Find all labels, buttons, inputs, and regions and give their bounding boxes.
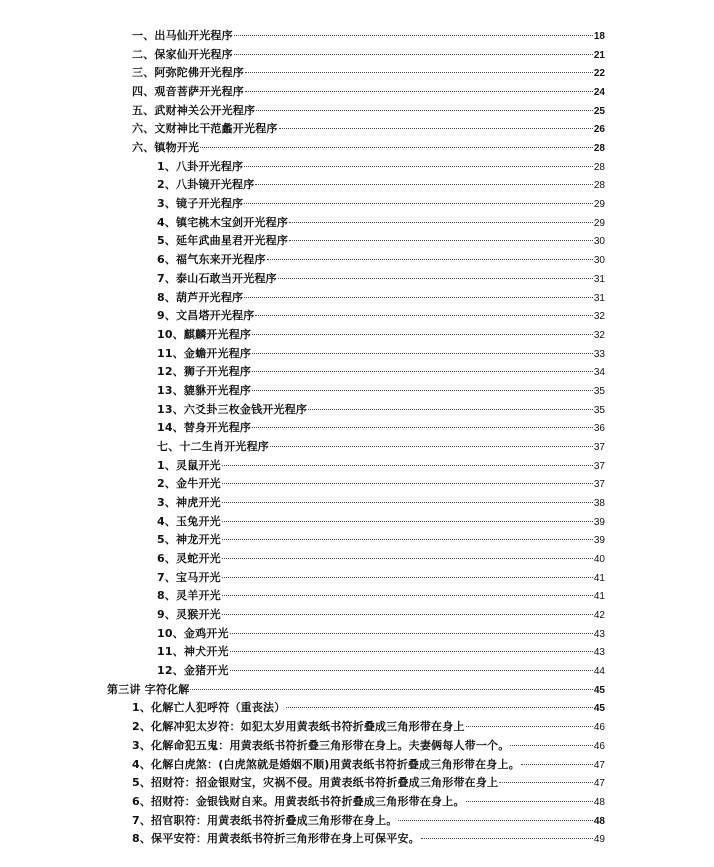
- toc-entry[interactable]: [132, 756, 605, 774]
- toc-entry-title: 6、灵蛇开光: [157, 552, 221, 566]
- dot-leader: [252, 352, 593, 354]
- dot-leader: [222, 538, 593, 540]
- dot-leader: [255, 183, 592, 185]
- toc-entry[interactable]: [132, 718, 605, 736]
- dot-leader: [252, 389, 593, 391]
- dot-leader: [421, 837, 593, 839]
- dot-leader: [289, 239, 593, 241]
- toc-entry-page-number: 38: [593, 498, 605, 509]
- toc-entry[interactable]: [157, 232, 605, 250]
- dot-leader: [270, 445, 593, 447]
- toc-entry-title: 10、金鸡开光: [157, 626, 229, 640]
- toc-entry[interactable]: [157, 643, 605, 661]
- toc-entry-page-number: 35: [593, 404, 605, 416]
- toc-entry-title: 3、镜子开光程序: [157, 197, 244, 211]
- toc-entry-title: 8、葫芦开光程序: [157, 290, 244, 304]
- toc-entry[interactable]: [157, 438, 605, 456]
- toc-entry-title: 七、十二生肖开光程序: [157, 439, 269, 453]
- toc-entry-page-number: 31: [593, 273, 605, 285]
- toc-entry-title: 11、神犬开光: [157, 645, 229, 659]
- toc-entry[interactable]: [157, 513, 605, 531]
- toc-entry-title: 第三讲 字符化解: [107, 682, 190, 696]
- toc-entry-page-number: 45: [593, 684, 605, 696]
- toc-entry[interactable]: [157, 662, 605, 680]
- toc-entry[interactable]: [132, 699, 605, 717]
- dot-leader: [398, 819, 592, 821]
- toc-entry[interactable]: [132, 139, 605, 157]
- toc-entry[interactable]: [157, 457, 605, 475]
- toc-entry-page-number: 42: [593, 610, 605, 622]
- dot-leader: [255, 314, 592, 316]
- toc-entry-title: 一、出马仙开光程序: [132, 29, 233, 42]
- toc-entry-page-number: 28: [593, 143, 605, 155]
- toc-entry-page-number: 41: [593, 591, 605, 603]
- dot-leader: [230, 669, 593, 671]
- toc-entry-page-number: 43: [593, 628, 605, 640]
- toc-entry-page-number: 22: [593, 68, 605, 80]
- toc-entry[interactable]: [157, 606, 605, 624]
- dot-leader: [234, 53, 593, 55]
- toc-entry[interactable]: [157, 270, 605, 288]
- toc-entry[interactable]: [132, 774, 605, 792]
- toc-entry[interactable]: [157, 214, 605, 232]
- toc-entry-page-number: 37: [593, 479, 605, 491]
- dot-leader: [267, 258, 593, 260]
- toc-entry[interactable]: [132, 812, 605, 830]
- toc-entry-title: 4、化解白虎煞：(白虎煞就是婚姻不顺)用黄表纸书符折叠成三角形带在身上。: [132, 757, 520, 771]
- toc-entry[interactable]: [157, 419, 605, 437]
- dot-leader: [245, 90, 593, 92]
- dot-leader: [200, 146, 593, 148]
- dot-leader: [222, 482, 593, 484]
- dot-leader: [222, 501, 593, 503]
- toc-entry-page-number: 46: [593, 740, 605, 752]
- toc-entry-title: 8、保平安符：用黄表纸书符折三角形带在身上可保平安。: [132, 832, 420, 846]
- toc-entry-page-number: 30: [593, 236, 605, 248]
- toc-entry[interactable]: [107, 681, 605, 699]
- dot-leader: [252, 426, 593, 428]
- toc-entry-title: 2、化解冲犯太岁符：如犯太岁用黄表纸书符折叠成三角形带在身上: [132, 720, 465, 734]
- toc-entry-title: 9、文昌塔开光程序: [157, 309, 255, 323]
- toc-entry-title: 六、文财神比干范蠡开光程序: [132, 122, 278, 136]
- toc-entry[interactable]: [157, 345, 605, 363]
- toc-entry-title: 五、武财神关公开光程序: [132, 103, 256, 117]
- toc-entry-title: 11、金蟾开光程序: [157, 346, 252, 360]
- toc-entry-page-number: 21: [593, 49, 605, 61]
- toc-entry-title: 6、招财符：金银钱财自来。用黄表纸书符折叠成三角形带在身上。: [132, 794, 465, 808]
- dot-leader: [256, 109, 593, 111]
- toc-entry-page-number: 47: [593, 759, 605, 771]
- toc-entry-page-number: 48: [593, 796, 605, 808]
- toc-entry-title: 六、镇物开光: [132, 141, 200, 155]
- dot-leader: [278, 277, 593, 279]
- toc-entry[interactable]: [132, 120, 605, 138]
- toc-entry[interactable]: [132, 793, 605, 811]
- dot-leader: [222, 557, 593, 559]
- toc-entry-page-number: 26: [593, 124, 605, 136]
- toc-entry-page-number: 31: [593, 292, 605, 304]
- toc-entry-title: 2、金牛开光: [157, 477, 221, 491]
- toc-entry-page-number: 18: [593, 31, 605, 42]
- dot-leader: [222, 464, 593, 466]
- toc-entry[interactable]: [157, 195, 605, 213]
- toc-entry-title: 1、化解亡人犯呼符（重丧法）: [132, 701, 286, 715]
- dot-leader: [244, 296, 593, 298]
- dot-leader: [510, 744, 592, 746]
- toc-entry-page-number: 46: [593, 722, 605, 734]
- toc-entry-page-number: 39: [593, 516, 605, 528]
- toc-entry[interactable]: [157, 569, 605, 587]
- toc-entry-title: 13、六爻卦三枚金钱开光程序: [157, 402, 308, 416]
- dot-leader: [521, 763, 593, 765]
- toc-entry-page-number: 24: [593, 87, 605, 99]
- toc-entry-page-number: 44: [593, 666, 605, 678]
- toc-entry-page-number: 33: [593, 348, 605, 360]
- toc-entry-page-number: 30: [593, 255, 605, 267]
- toc-entry-page-number: 43: [593, 647, 605, 659]
- dot-leader: [289, 221, 593, 223]
- toc-entry[interactable]: [132, 737, 605, 755]
- toc-entry[interactable]: [132, 830, 605, 848]
- toc-entry-title: 7、泰山石敢当开光程序: [157, 271, 277, 285]
- toc-entry[interactable]: [157, 475, 605, 493]
- toc-entry-page-number: 41: [593, 572, 605, 584]
- toc-entry[interactable]: [157, 176, 605, 194]
- toc-entry-page-number: 40: [593, 554, 605, 566]
- dot-leader: [222, 594, 593, 596]
- toc-entry-page-number: 28: [593, 180, 605, 192]
- dot-leader: [279, 127, 593, 129]
- dot-leader: [286, 706, 592, 708]
- toc-entry-page-number: 45: [593, 703, 605, 715]
- toc-entry-page-number: 28: [593, 161, 605, 173]
- dot-leader: [234, 34, 593, 36]
- toc-entry-title: 2、八卦镜开光程序: [157, 178, 255, 192]
- toc-entry[interactable]: [157, 494, 605, 512]
- toc-entry[interactable]: [132, 27, 605, 45]
- dot-leader: [308, 408, 593, 410]
- toc-entry[interactable]: [157, 289, 605, 307]
- toc-entry[interactable]: [157, 251, 605, 269]
- toc-entry-title: 3、化解命犯五鬼：用黄表纸书符折叠三角形带在身上。夫妻俩每人带一个。: [132, 738, 510, 752]
- toc-entry-title: 14、替身开光程序: [157, 421, 252, 435]
- toc-entry-page-number: 37: [593, 441, 605, 453]
- toc-entry-title: 9、灵猴开光: [157, 608, 221, 622]
- toc-entry-title: 13、貔貅开光程序: [157, 383, 252, 397]
- toc-entry-title: 4、玉兔开光: [157, 514, 221, 528]
- toc-entry[interactable]: [157, 326, 605, 344]
- toc-entry-page-number: 29: [593, 217, 605, 229]
- toc-entry-page-number: 49: [593, 834, 605, 846]
- toc-entry-page-number: 32: [593, 311, 605, 323]
- toc-entry-title: 四、观音菩萨开光程序: [132, 85, 244, 99]
- toc-entry-page-number: 47: [593, 778, 605, 790]
- toc-entry-page-number: 34: [593, 367, 605, 379]
- toc-entry-page-number: 25: [593, 105, 605, 117]
- toc-entry-title: 3、神虎开光: [157, 496, 221, 509]
- toc-entry[interactable]: [157, 625, 605, 643]
- toc-entry-title: 三、阿弥陀佛开光程序: [132, 66, 244, 80]
- toc-entry-page-number: 37: [593, 460, 605, 472]
- toc-entry-title: 5、招财符：招金银财宝，灾祸不侵。用黄表纸书符折叠成三角形带在身上: [132, 776, 499, 790]
- dot-leader: [252, 333, 593, 335]
- toc-entry[interactable]: [157, 158, 605, 176]
- dot-leader: [244, 165, 593, 167]
- toc-entry-title: 10、麒麟开光程序: [157, 327, 252, 341]
- dot-leader: [466, 800, 593, 802]
- dot-leader: [252, 370, 593, 372]
- toc-entry-page-number: 32: [593, 329, 605, 341]
- toc-entry-title: 1、八卦开光程序: [157, 159, 244, 173]
- toc-entry[interactable]: [157, 587, 605, 605]
- dot-leader: [230, 632, 593, 634]
- toc-entry[interactable]: [157, 550, 605, 568]
- toc-entry-page-number: 35: [593, 385, 605, 397]
- toc-entry-title: 二、保家仙开光程序: [132, 47, 233, 61]
- toc-entry[interactable]: [157, 401, 605, 419]
- toc-entry-title: 12、金猪开光: [157, 664, 229, 678]
- toc-entry[interactable]: [157, 363, 605, 381]
- toc-entry-title: 5、延年武曲星君开光程序: [157, 234, 289, 248]
- toc-entry-title: 6、福气东来开光程序: [157, 253, 266, 267]
- dot-leader: [466, 725, 593, 727]
- toc-entry[interactable]: [132, 64, 605, 82]
- dot-leader: [222, 576, 593, 578]
- toc-entry-page-number: 29: [593, 199, 605, 211]
- toc-entry-title: 7、招官职符：用黄表纸书符折叠成三角形带在身上。: [132, 813, 398, 827]
- toc-entry-title: 4、镇宅桃木宝剑开光程序: [157, 215, 289, 229]
- toc-entry-page-number: 36: [593, 423, 605, 435]
- toc-entry-page-number: 48: [593, 815, 605, 827]
- toc-entry[interactable]: [132, 83, 605, 101]
- toc-entry[interactable]: [157, 531, 605, 549]
- toc-entry[interactable]: [132, 102, 605, 120]
- dot-leader: [230, 650, 593, 652]
- toc-entry-title: 1、灵鼠开光: [157, 458, 221, 472]
- dot-leader: [245, 71, 593, 73]
- toc-entry-page-number: 39: [593, 535, 605, 547]
- toc-entry[interactable]: [132, 46, 605, 64]
- toc-entry[interactable]: [157, 307, 605, 325]
- dot-leader: [190, 688, 592, 690]
- toc-entry-title: 7、宝马开光: [157, 570, 221, 584]
- dot-leader: [244, 202, 593, 204]
- dot-leader: [222, 613, 593, 615]
- toc-entry[interactable]: [157, 382, 605, 400]
- toc-entry-title: 12、狮子开光程序: [157, 365, 252, 379]
- dot-leader: [222, 520, 593, 522]
- toc-entry-title: 8、灵羊开光: [157, 589, 221, 603]
- toc-entry-title: 5、神龙开光: [157, 533, 221, 547]
- dot-leader: [499, 781, 593, 783]
